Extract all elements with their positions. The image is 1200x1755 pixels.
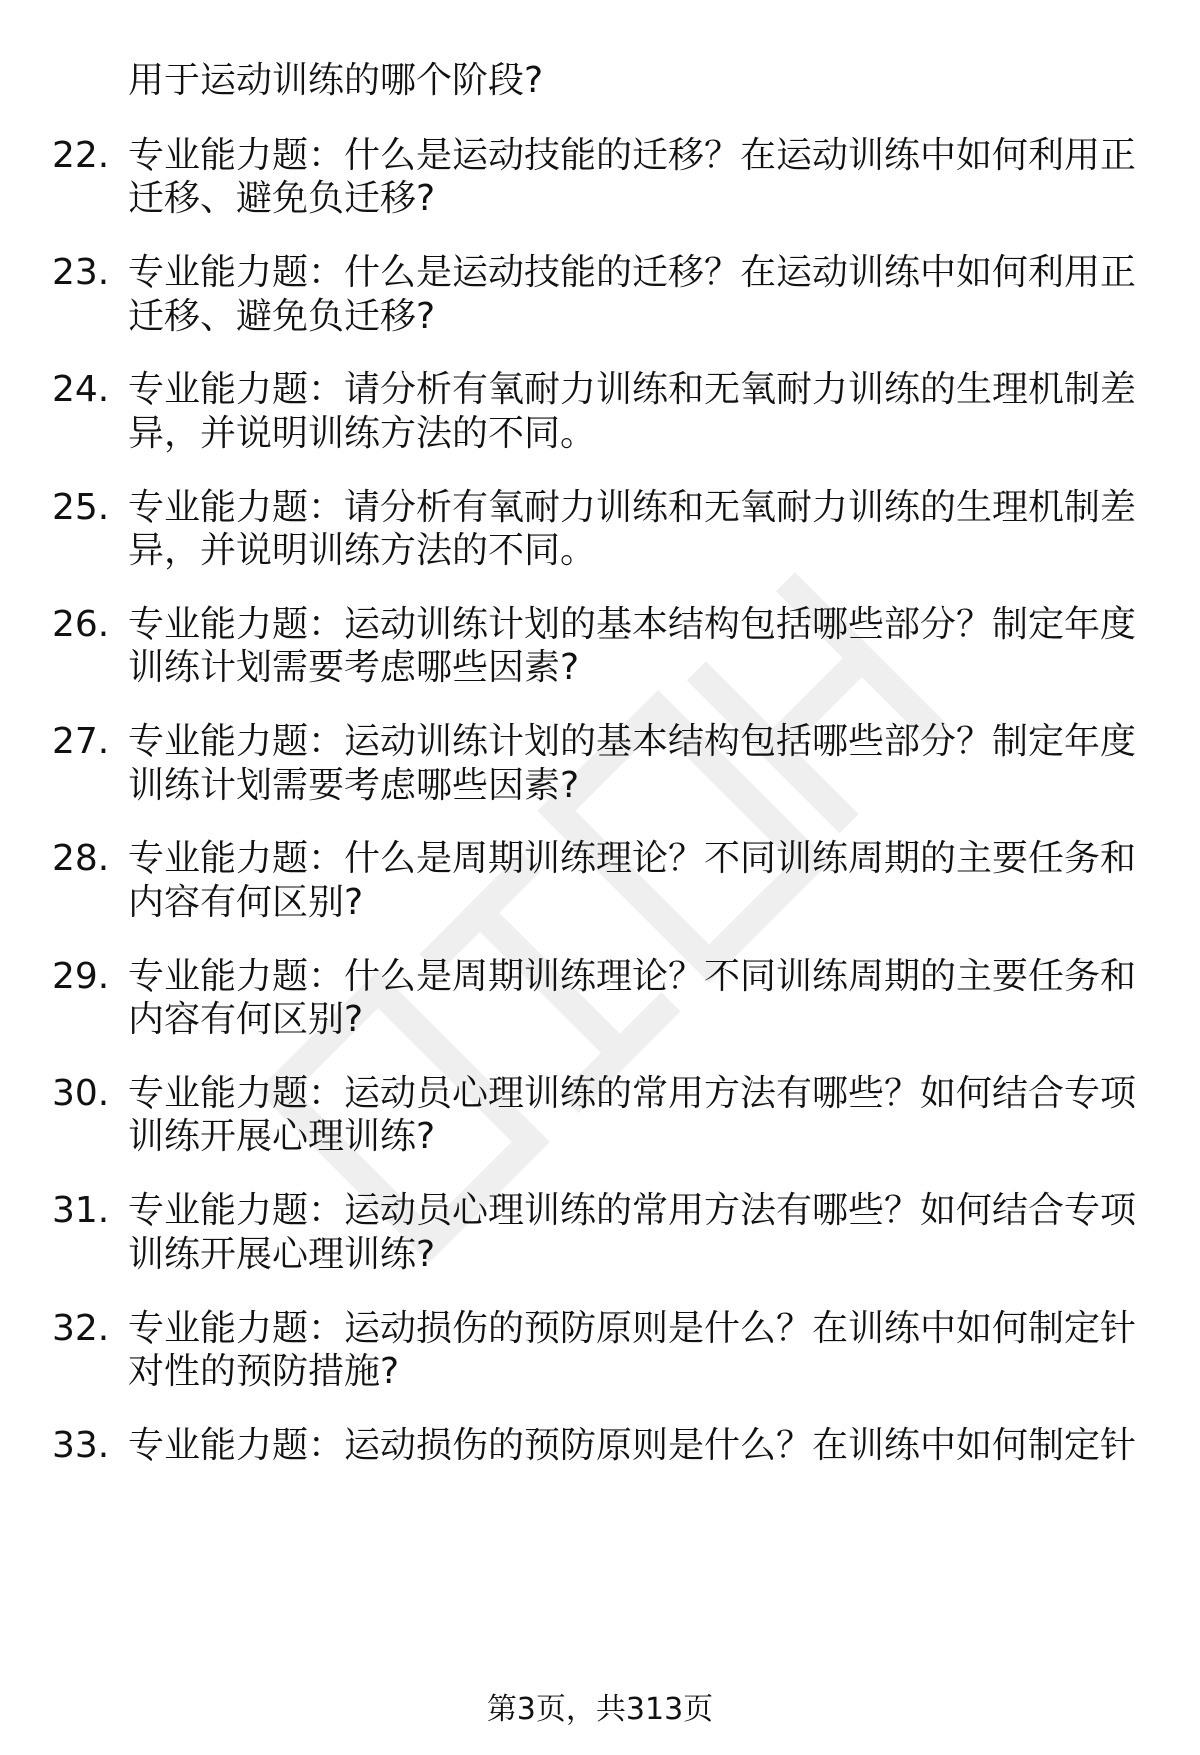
- item-text-line1: 专业能力题：运动训练计划的基本结构包括哪些部分？制定年度: [128, 604, 1137, 645]
- item-number: 29.: [52, 956, 110, 997]
- item-text-line1: 专业能力题：请分析有氧耐力训练和无氧耐力训练的生理机制差: [128, 369, 1137, 410]
- item-number: 28.: [52, 838, 110, 879]
- item-number: 32.: [52, 1308, 110, 1349]
- item-text-line1: 专业能力题：什么是周期训练理论？不同训练周期的主要任务和: [128, 838, 1137, 879]
- item-number: 30.: [52, 1073, 110, 1114]
- item-text-line2: 迁移、避免负迁移?: [128, 178, 436, 219]
- item-text-line2: 对性的预防措施?: [128, 1351, 400, 1392]
- item-text-line2: 内容有何区别?: [128, 882, 364, 923]
- item-text-line1: 专业能力题：运动训练计划的基本结构包括哪些部分？制定年度: [128, 721, 1137, 762]
- item-number: 22.: [52, 135, 110, 176]
- item-number: 24.: [52, 369, 110, 410]
- page-footer: 第3页，共313页: [486, 1692, 714, 1727]
- item-text-line1: 专业能力题：什么是周期训练理论？不同训练周期的主要任务和: [128, 956, 1137, 997]
- item-number: 27.: [52, 721, 110, 762]
- item-text-line1: 专业能力题：请分析有氧耐力训练和无氧耐力训练的生理机制差: [128, 487, 1137, 528]
- item-text-line2: 训练计划需要考虑哪些因素?: [128, 765, 580, 806]
- item-text-line1: 专业能力题：运动员心理训练的常用方法有哪些？如何结合专项: [128, 1190, 1137, 1231]
- item-text-line1: 专业能力题：什么是运动技能的迁移？在运动训练中如何利用正: [128, 135, 1137, 176]
- item-text-line2: 内容有何区别?: [128, 999, 364, 1040]
- item-text-line2: 训练开展心理训练?: [128, 1234, 436, 1275]
- item-number: 25.: [52, 487, 110, 528]
- item-number: 23.: [52, 252, 110, 293]
- item-text-line2: 异，并说明训练方法的不同。: [128, 413, 597, 454]
- item-number: 31.: [52, 1190, 110, 1231]
- item-text-line1: 专业能力题：运动损伤的预防原则是什么？在训练中如何制定针: [128, 1308, 1137, 1349]
- item-number: 26.: [52, 604, 110, 645]
- item-text-line1: 专业能力题：什么是运动技能的迁移？在运动训练中如何利用正: [128, 252, 1137, 293]
- item-text-line1: 专业能力题：运动损伤的预防原则是什么？在训练中如何制定针: [128, 1425, 1137, 1466]
- item-text-line1: 专业能力题：运动员心理训练的常用方法有哪些？如何结合专项: [128, 1073, 1137, 1114]
- item-number: 33.: [52, 1425, 110, 1466]
- item-text-line2: 异，并说明训练方法的不同。: [128, 530, 597, 571]
- item-text-line2: 训练开展心理训练?: [128, 1116, 436, 1157]
- item-text-line2: 训练计划需要考虑哪些因素?: [128, 647, 580, 688]
- item-text-line2: 迁移、避免负迁移?: [128, 296, 436, 337]
- continuation-text: 用于运动训练的哪个阶段?: [128, 60, 544, 101]
